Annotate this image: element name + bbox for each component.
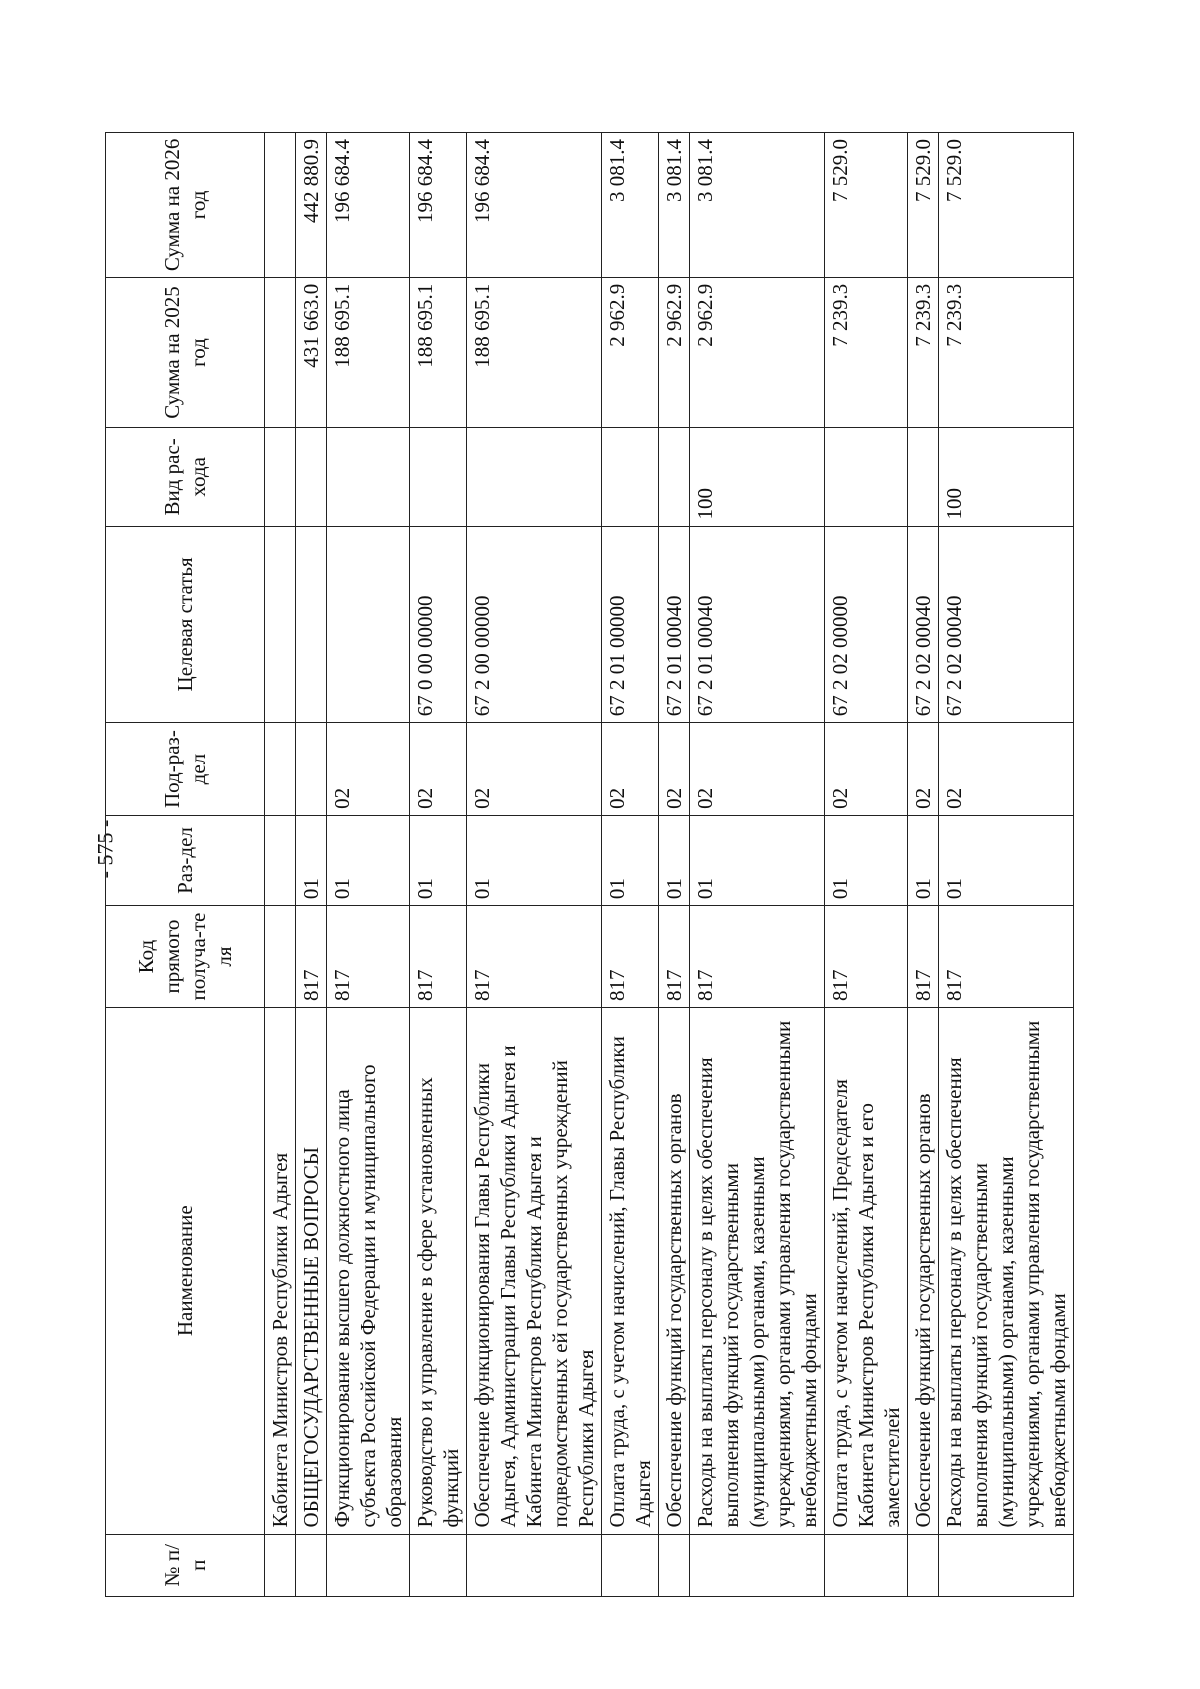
header-razdel: Раз-дел bbox=[106, 815, 265, 905]
cell-vid bbox=[296, 428, 327, 526]
cell-code: 817 bbox=[602, 906, 659, 1008]
header-sum2026: Сумма на 2026 год bbox=[106, 133, 265, 278]
table-row bbox=[908, 133, 939, 1597]
cell-vid bbox=[908, 428, 939, 526]
cell-name: Функционирование высшего должностного лица субъекта Российской Федерации и муниципального образования bbox=[327, 1007, 410, 1534]
cell-sum2025: 188 695.1 bbox=[410, 277, 467, 427]
table-cell bbox=[265, 906, 296, 1008]
cell-razdel: 01 bbox=[825, 815, 908, 905]
header-num: № п/п bbox=[106, 1534, 265, 1596]
table-row bbox=[467, 133, 602, 1597]
cell-sum2026: 3 081.4 bbox=[602, 133, 659, 278]
cell-num bbox=[410, 1534, 467, 1596]
cell-sum2025: 7 239.3 bbox=[939, 277, 1074, 427]
cell-sum2026: 196 684.4 bbox=[410, 133, 467, 278]
table-row bbox=[690, 133, 825, 1597]
cell-podrazdel: 02 bbox=[659, 723, 690, 816]
table-row bbox=[602, 133, 659, 1597]
cell-num bbox=[939, 1534, 1074, 1596]
cell-tselevaya: 67 2 00 00000 bbox=[467, 526, 602, 723]
cell-sum2026: 7 529.0 bbox=[939, 133, 1074, 278]
cell-name: Обеспечение функционирования Главы Республики Адыгея, Администрации Главы Республики Адыгея и Кабинета Министров Республики Адыгея и подведомственных ей государственных учреждений Республики Адыгея bbox=[467, 1007, 602, 1534]
cell-razdel: 01 bbox=[659, 815, 690, 905]
cell-code: 817 bbox=[908, 906, 939, 1008]
cell-name: Оплата труда, с учетом начислений, Главы Республики Адыгея bbox=[602, 1007, 659, 1534]
cell-podrazdel: 02 bbox=[939, 723, 1074, 816]
section-row bbox=[265, 133, 296, 1597]
cell-razdel: 01 bbox=[467, 815, 602, 905]
cell-vid bbox=[467, 428, 602, 526]
cell-razdel: 01 bbox=[327, 815, 410, 905]
cell-tselevaya: 67 2 01 00040 bbox=[690, 526, 825, 723]
cell-num bbox=[296, 1534, 327, 1596]
table-row bbox=[659, 133, 690, 1597]
cell-razdel: 01 bbox=[602, 815, 659, 905]
cell-tselevaya: 67 2 01 00000 bbox=[602, 526, 659, 723]
cell-razdel: 01 bbox=[410, 815, 467, 905]
header-tselevaya: Целевая статья bbox=[106, 526, 265, 723]
header-code: Код прямого получа-те ля bbox=[106, 906, 265, 1008]
cell-name: Руководство и управление в сфере установленных функций bbox=[410, 1007, 467, 1534]
cell-razdel: 01 bbox=[690, 815, 825, 905]
cell-podrazdel: 02 bbox=[327, 723, 410, 816]
table-cell bbox=[265, 815, 296, 905]
cell-vid bbox=[659, 428, 690, 526]
cell-sum2026: 196 684.4 bbox=[327, 133, 410, 278]
cell-vid bbox=[602, 428, 659, 526]
cell-num bbox=[467, 1534, 602, 1596]
cell-razdel: 01 bbox=[908, 815, 939, 905]
cell-tselevaya bbox=[327, 526, 410, 723]
table-header-row bbox=[106, 133, 265, 1597]
cell-num bbox=[908, 1534, 939, 1596]
cell-sum2025: 7 239.3 bbox=[825, 277, 908, 427]
cell-sum2025: 431 663.0 bbox=[296, 277, 327, 427]
table-row bbox=[327, 133, 410, 1597]
table-cell bbox=[265, 133, 296, 278]
cell-vid: 100 bbox=[690, 428, 825, 526]
cell-num bbox=[690, 1534, 825, 1596]
cell-vid bbox=[327, 428, 410, 526]
cell-sum2025: 188 695.1 bbox=[467, 277, 602, 427]
cell-tselevaya: 67 2 01 00040 bbox=[659, 526, 690, 723]
cell-sum2026: 3 081.4 bbox=[659, 133, 690, 278]
cell-sum2025: 2 962.9 bbox=[602, 277, 659, 427]
cell-name: Расходы на выплаты персоналу в целях обеспечения выполнения функций государственными (муниципальными) органами, казенными учреждениями, органами управления государственными внебюджетными фондами bbox=[690, 1007, 825, 1534]
cell-num bbox=[602, 1534, 659, 1596]
cell-vid bbox=[825, 428, 908, 526]
table-cell bbox=[265, 1534, 296, 1596]
cell-tselevaya: 67 0 00 00000 bbox=[410, 526, 467, 723]
header-sum2025: Сумма на 2025 год bbox=[106, 277, 265, 427]
cell-name: Обеспечение функций государственных органов bbox=[659, 1007, 690, 1534]
cell-code: 817 bbox=[327, 906, 410, 1008]
cell-code: 817 bbox=[939, 906, 1074, 1008]
table-cell bbox=[265, 428, 296, 526]
header-name: Наименование bbox=[106, 1007, 265, 1534]
cell-podrazdel: 02 bbox=[602, 723, 659, 816]
cell-num bbox=[659, 1534, 690, 1596]
cell-name: Оплата труда, с учетом начислений, Председателя Кабинета Министров Республики Адыгея и его заместителей bbox=[825, 1007, 908, 1534]
cell-podrazdel: 02 bbox=[690, 723, 825, 816]
table-row bbox=[296, 133, 327, 1597]
cell-sum2026: 7 529.0 bbox=[825, 133, 908, 278]
cell-code: 817 bbox=[467, 906, 602, 1008]
cell-code: 817 bbox=[659, 906, 690, 1008]
cell-podrazdel: 02 bbox=[825, 723, 908, 816]
cell-razdel: 01 bbox=[296, 815, 327, 905]
cell-code: 817 bbox=[410, 906, 467, 1008]
cell-sum2025: 188 695.1 bbox=[327, 277, 410, 427]
cell-podrazdel: 02 bbox=[908, 723, 939, 816]
rotated-table-container bbox=[105, 132, 1070, 1597]
table-cell bbox=[265, 277, 296, 427]
page-number: - 575 - bbox=[92, 819, 118, 879]
cell-num bbox=[825, 1534, 908, 1596]
cell-sum2025: 2 962.9 bbox=[659, 277, 690, 427]
cell-podrazdel: 02 bbox=[467, 723, 602, 816]
cell-sum2026: 196 684.4 bbox=[467, 133, 602, 278]
cell-code: 817 bbox=[690, 906, 825, 1008]
table-row bbox=[410, 133, 467, 1597]
cell-sum2026: 3 081.4 bbox=[690, 133, 825, 278]
cell-name: Расходы на выплаты персоналу в целях обеспечения выполнения функций государственными (муниципальными) органами, казенными учреждениями, органами управления государственными внебюджетными фондами bbox=[939, 1007, 1074, 1534]
cell-code: 817 bbox=[825, 906, 908, 1008]
cell-vid bbox=[410, 428, 467, 526]
cell-sum2026: 442 880.9 bbox=[296, 133, 327, 278]
budget-table bbox=[105, 132, 1074, 1597]
table-cell bbox=[265, 723, 296, 816]
cell-tselevaya: 67 2 02 00040 bbox=[908, 526, 939, 723]
header-podrazdel: Под-раз-дел bbox=[106, 723, 265, 816]
table-cell bbox=[265, 526, 296, 723]
cell-sum2026: 7 529.0 bbox=[908, 133, 939, 278]
cell-name: Обеспечение функций государственных органов bbox=[908, 1007, 939, 1534]
cell-podrazdel: 02 bbox=[410, 723, 467, 816]
section-title: Кабинета Министров Республики Адыгея bbox=[265, 1007, 296, 1534]
cell-tselevaya: 67 2 02 00040 bbox=[939, 526, 1074, 723]
cell-tselevaya: 67 2 02 00000 bbox=[825, 526, 908, 723]
cell-sum2025: 7 239.3 bbox=[908, 277, 939, 427]
table-row bbox=[939, 133, 1074, 1597]
cell-vid: 100 bbox=[939, 428, 1074, 526]
cell-name: ОБЩЕГОСУДАРСТВЕННЫЕ ВОПРОСЫ bbox=[296, 1007, 327, 1534]
cell-tselevaya bbox=[296, 526, 327, 723]
header-vid: Вид рас-хода bbox=[106, 428, 265, 526]
cell-code: 817 bbox=[296, 906, 327, 1008]
cell-razdel: 01 bbox=[939, 815, 1074, 905]
cell-sum2025: 2 962.9 bbox=[690, 277, 825, 427]
table-row bbox=[825, 133, 908, 1597]
cell-podrazdel bbox=[296, 723, 327, 816]
cell-num bbox=[327, 1534, 410, 1596]
